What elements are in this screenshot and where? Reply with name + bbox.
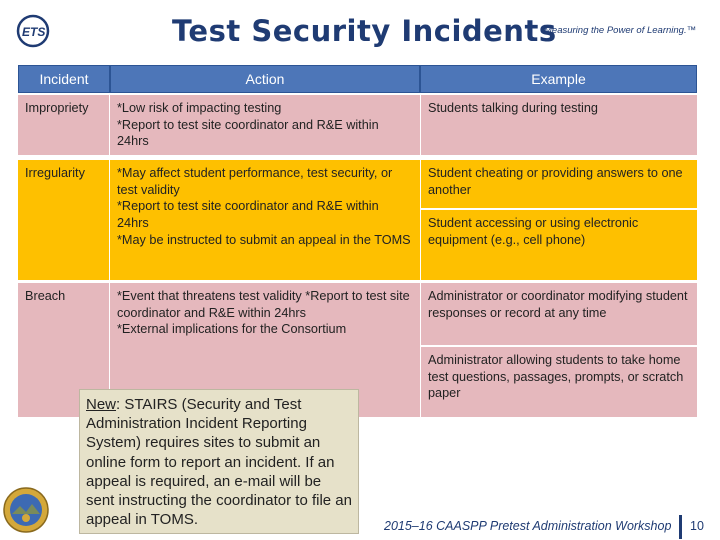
footer-divider (679, 515, 682, 539)
action-breach: *Event that threatens test validity *Report to test site coordinator and R&E within 24hrs *External implications for the Consortium (110, 283, 420, 417)
column-header-example: Example (420, 65, 697, 93)
action-impropriety: *Low risk of impacting testing *Report to test site coordinator and R&E within 24hrs (110, 95, 420, 155)
state-seal-icon (3, 487, 49, 533)
example-breach-2: Administrator allowing students to take home test questions, passages, prompts, or scratch paper (421, 347, 697, 417)
page-title: Test Security Incidents (172, 14, 557, 48)
column-header-action: Action (110, 65, 420, 93)
incident-breach: Breach (18, 283, 109, 417)
note-label: New (86, 396, 117, 413)
action-irregularity: *May affect student performance, test security, or test validity *Report to test site coordinator and R&E within 24hrs *May be instructed to submit an appeal in the TOMS (110, 160, 420, 280)
stairs-note (79, 389, 359, 534)
ets-logo-text: ETS (22, 25, 46, 39)
example-impropriety-1: Students talking during testing (421, 95, 697, 155)
example-breach-1: Administrator or coordinator modifying student responses or record at any time (421, 283, 697, 345)
note-text: : STAIRS (Security and Test Administration Incident Reporting System) requires sites to submit an online form to report an incident. If an appeal is required, an e-mail will be sent instructing the coordinator to file an appeal in TOMS. (86, 396, 352, 529)
tagline: Measuring the Power of Learning.™ (544, 25, 697, 36)
footer-text: 2015–16 CAASPP Pretest Administration Workshop (384, 519, 672, 533)
page-number: 10 (690, 519, 704, 533)
incident-impropriety: Impropriety (18, 95, 109, 155)
ets-logo (16, 14, 68, 48)
example-irregularity-1: Student cheating or providing answers to one another (421, 160, 697, 208)
incident-irregularity: Irregularity (18, 160, 109, 280)
example-irregularity-2: Student accessing or using electronic equipment (e.g., cell phone) (421, 210, 697, 280)
column-header-incident: Incident (18, 65, 110, 93)
